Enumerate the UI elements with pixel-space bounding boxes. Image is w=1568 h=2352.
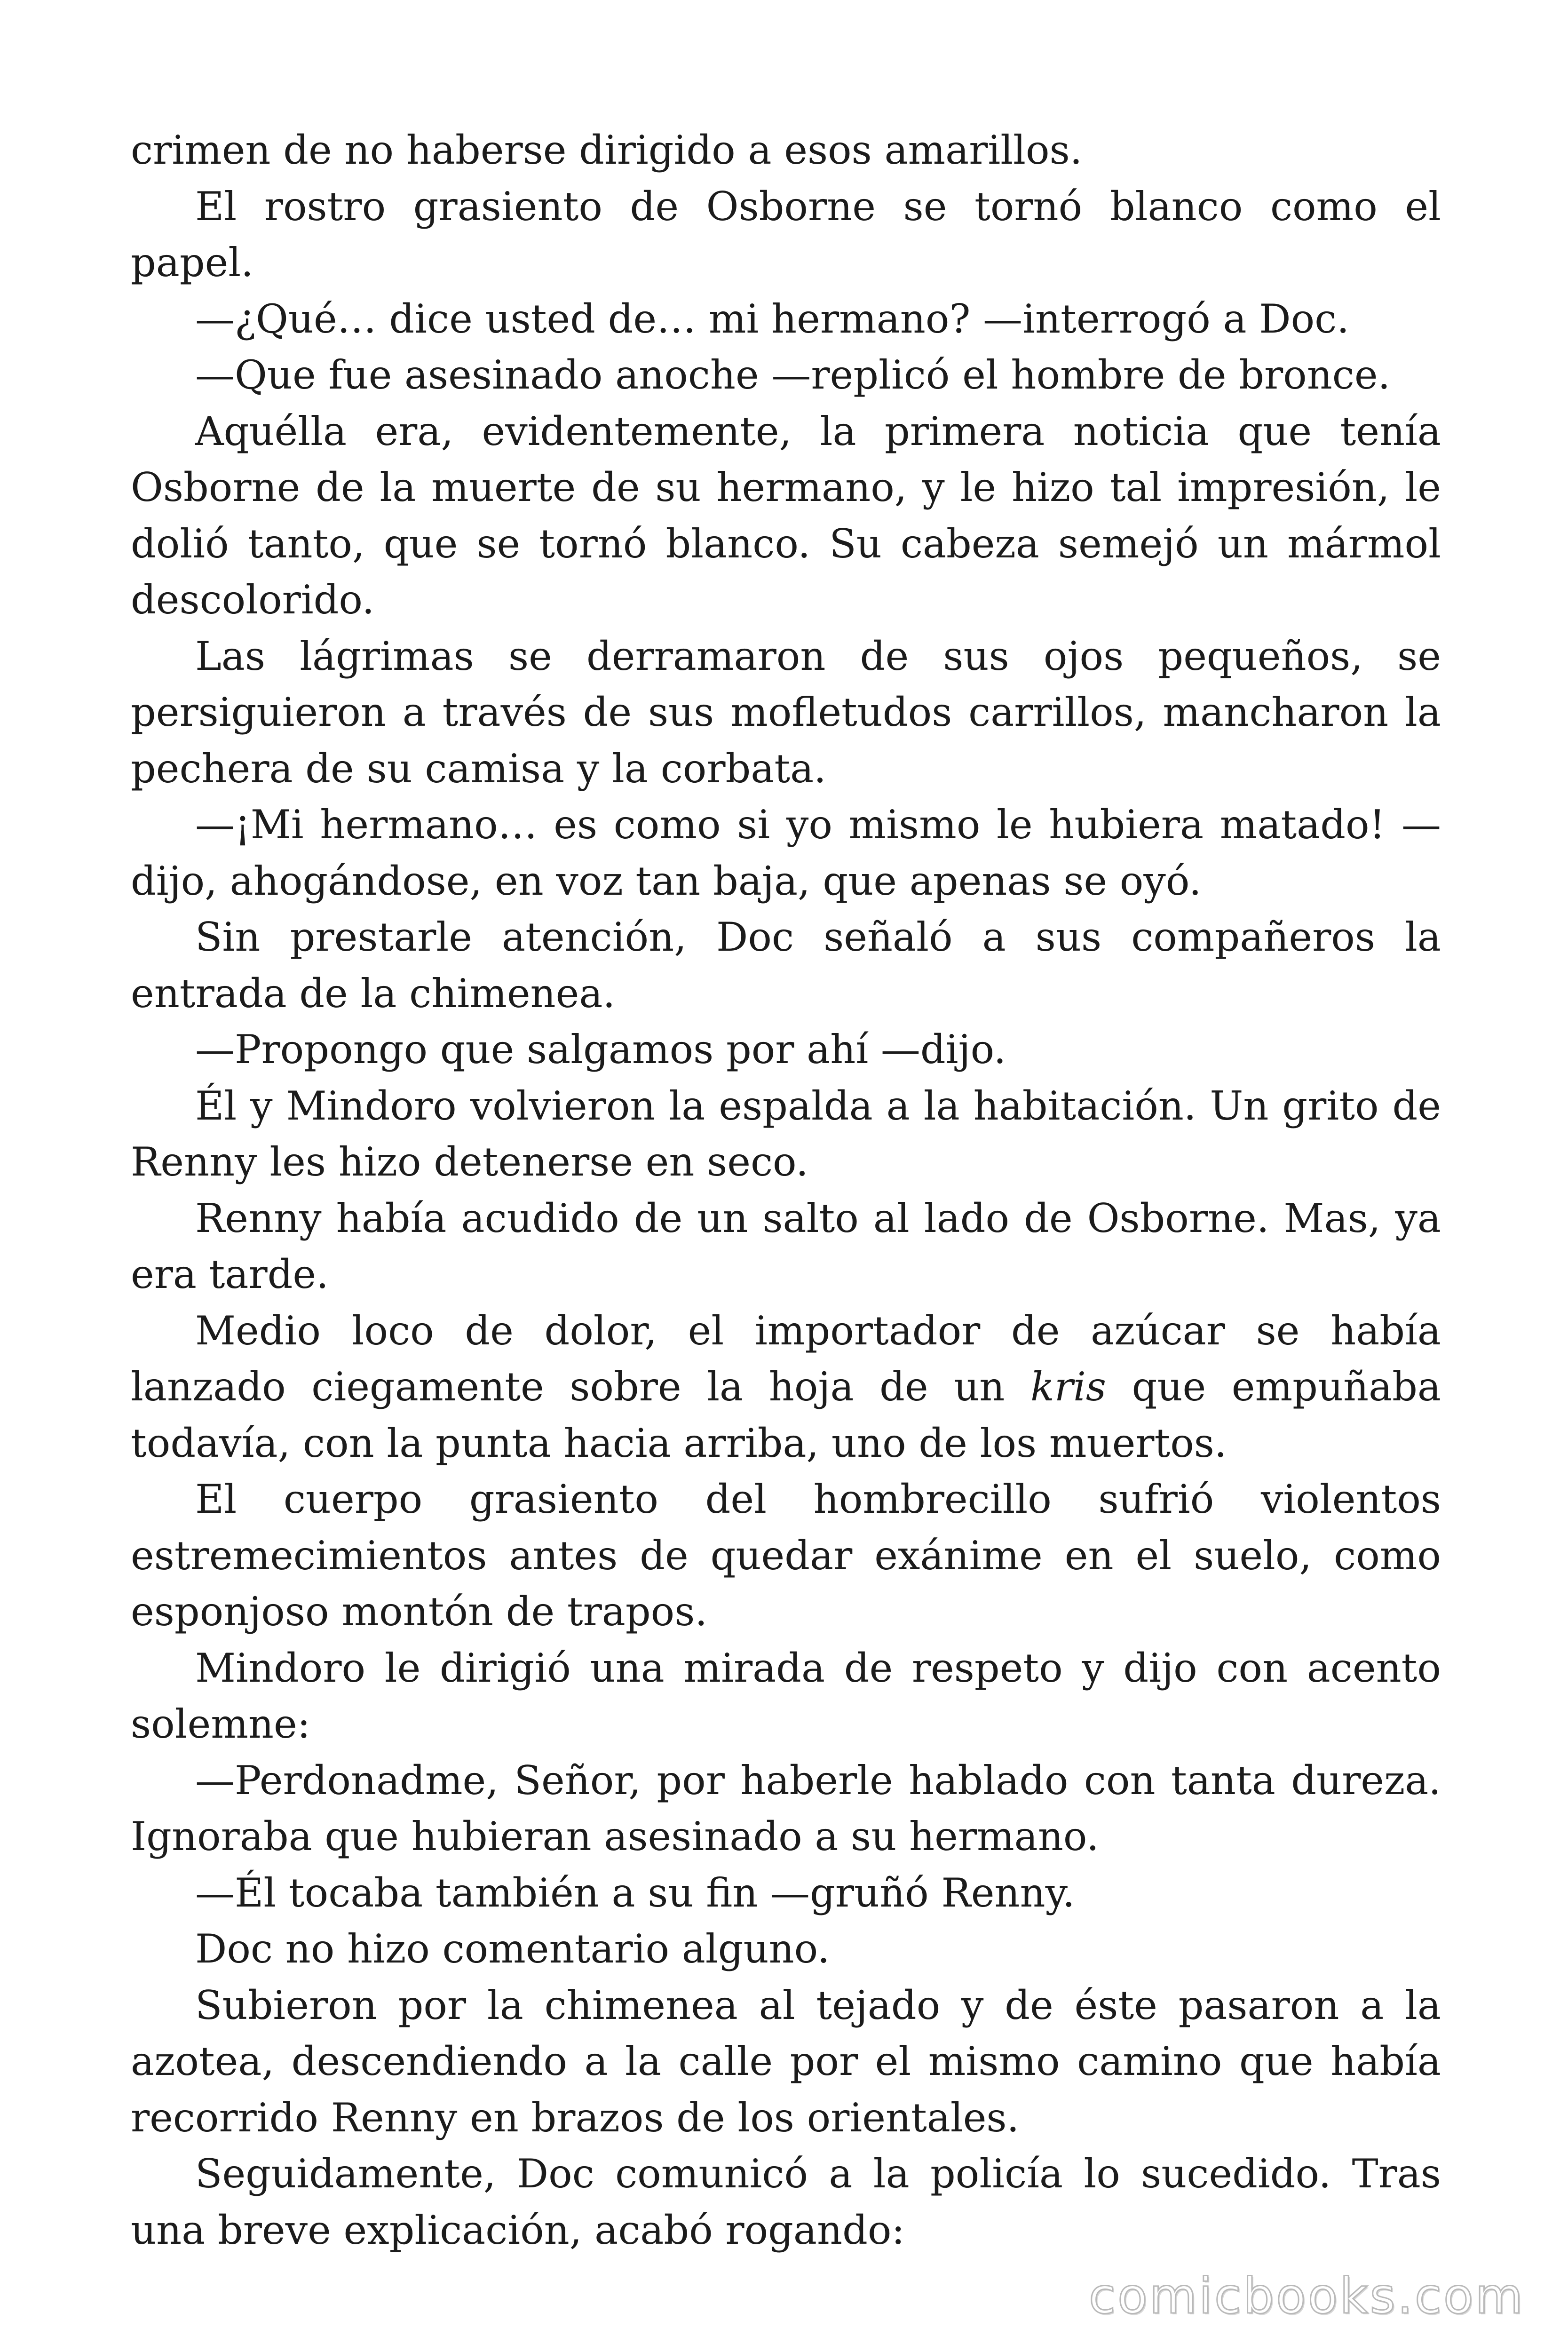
italic-word: kris [1030,1364,1106,1410]
paragraph: —Que fue asesinado anoche —replicó el hombre de bronce. [195,352,1391,398]
paragraph: —Perdonadme, Señor, por haberle hablado con tanta dureza. Ignoraba que hubieran asesinado a su hermano. [131,1757,1441,1859]
paragraph: crimen de no haberse dirigido a esos amarillos. [131,127,1083,173]
paragraph: Mindoro le dirigió una mirada de respeto y dijo con acento solemne: [131,1645,1441,1747]
paragraph: Las lágrimas se derramaron de sus ojos pequeños, se persiguieron a través de sus mofletudos carrillos, mancharon la pechera de su camisa y la corbata. [131,633,1441,792]
paragraph: Doc no hizo comentario alguno. [195,1926,830,1972]
paragraph: —¿Qué… dice usted de… mi hermano? —interrogó a Doc. [195,295,1349,342]
paragraph-with-italic [131,1303,1441,1472]
paragraph: Él y Mindoro volvieron la espalda a la habitación. Un grito de Renny les hizo detenerse en seco. [131,1082,1441,1185]
paragraph: El rostro grasiento de Osborne se tornó blanco como el papel. [131,183,1441,286]
paragraph-text: Medio loco de dolor, el importador de azúcar se había lanzado ciegamente sobre la hoja de un [131,1307,1441,1410]
paragraph-text: que empuñaba todavía, con la punta hacia arriba, uno de los muertos. [131,1364,1441,1466]
paragraph: —¡Mi hermano… es como si yo mismo le hubiera matado! —dijo, ahogándose, en voz tan baja, que apenas se oyó. [131,802,1441,904]
paragraph: Subieron por la chimenea al tejado y de éste pasaron a la azotea, descendiendo a la calle por el mismo camino que había recorrido Renny en brazos de los orientales. [131,1982,1441,2141]
paragraph: Aquélla era, evidentemente, la primera noticia que tenía Osborne de la muerte de su hermano, y le hizo tal impresión, le dolió tanto, que se tornó blanco. Su cabeza semejó un mármol descolorido. [131,408,1441,623]
paragraph: Seguidamente, Doc comunicó a la policía lo sucedido. Tras una breve explicación, acabó rogando: [131,2151,1441,2253]
paragraph: Renny había acudido de un salto al lado de Osborne. Mas, ya era tarde. [131,1195,1441,1297]
watermark: comicbooks.com [1088,2267,1525,2325]
paragraph: El cuerpo grasiento del hombrecillo sufrió violentos estremecimientos antes de quedar exánime en el suelo, como esponjoso montón de trapos. [131,1476,1441,1635]
paragraph: Sin prestarle atención, Doc señaló a sus compañeros la entrada de la chimenea. [131,914,1441,1017]
paragraph: —Propongo que salgamos por ahí —dijo. [195,1026,1006,1073]
paragraph: —Él tocaba también a su fin —gruñó Renny. [195,1869,1075,1916]
page-body [131,122,1441,2258]
